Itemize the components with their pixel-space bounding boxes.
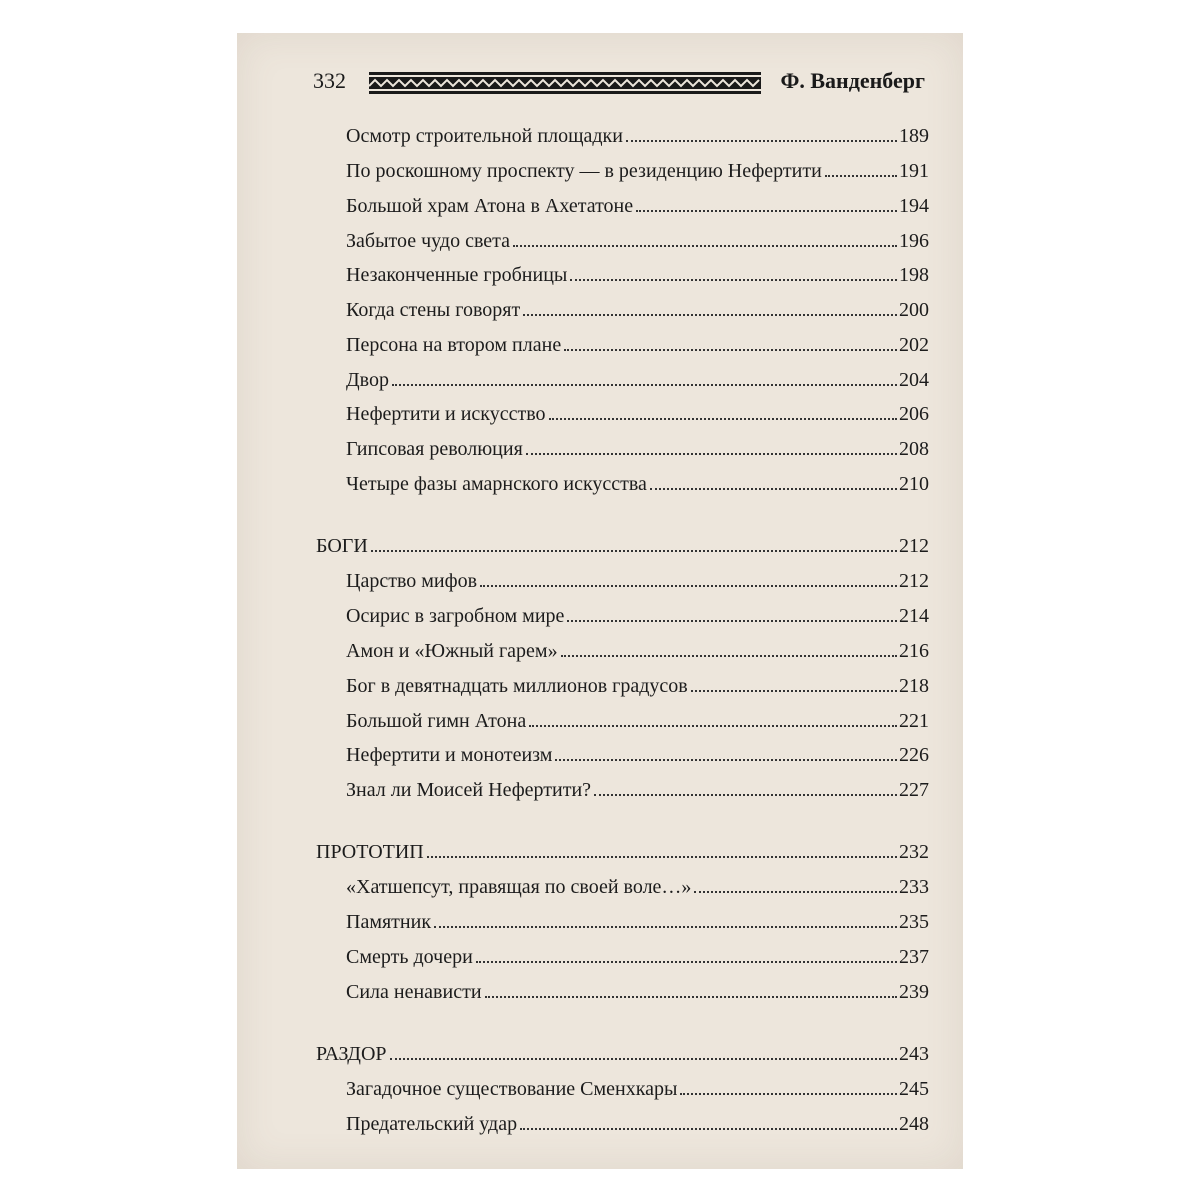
toc-entry-title: Персона на втором плане — [346, 334, 562, 356]
dot-leader — [427, 856, 897, 858]
toc-entry-title: Предательский удар — [346, 1113, 518, 1135]
toc-section-row — [316, 535, 929, 565]
toc-entry-row — [346, 946, 929, 976]
toc-entry-title: БОГИ — [316, 535, 368, 557]
toc-entry-row — [346, 473, 929, 503]
toc-entry-row — [346, 779, 929, 809]
toc-entry-title: Амон и «Южный гарем» — [346, 640, 558, 662]
toc-entry-title: Загадочное существование Сменхкары — [346, 1078, 678, 1100]
toc-entry-row — [346, 264, 929, 294]
toc-entry-page: 200 — [899, 299, 929, 321]
toc-entry-page: 194 — [899, 195, 929, 217]
toc-entry-page: 202 — [899, 334, 929, 356]
dot-leader — [650, 488, 897, 490]
toc-section-row — [316, 841, 929, 871]
toc-entry-title: Сила ненависти — [346, 981, 482, 1003]
dot-leader — [567, 620, 897, 622]
toc-entry-page: 210 — [899, 473, 929, 495]
toc-entry-row — [346, 710, 929, 740]
dot-leader — [570, 279, 897, 281]
toc-entry-page: 191 — [899, 160, 929, 182]
toc-entry-title: Когда стены говорят — [346, 299, 521, 321]
toc-entry-title: Четыре фазы амарнского искусства — [346, 473, 647, 495]
toc-entry-title: «Хатшепсут, правящая по своей воле…» — [346, 876, 692, 898]
toc-entry-row — [346, 911, 929, 941]
toc-section-row — [316, 1043, 929, 1073]
toc-entry-row — [346, 299, 929, 329]
toc-entry-page: 239 — [899, 981, 929, 1003]
toc-entry-row — [346, 195, 929, 225]
author-name: Ф. Ванденберг — [780, 68, 925, 93]
toc-entry-row — [346, 403, 929, 433]
toc-entry-row — [346, 369, 929, 399]
dot-leader — [825, 175, 897, 177]
toc-entry-row — [346, 230, 929, 260]
toc-entry-row — [346, 438, 929, 468]
toc-entry-page: 243 — [899, 1043, 929, 1065]
toc-entry-page: 248 — [899, 1113, 929, 1135]
toc-entry-title: Бог в девятнадцать миллионов градусов — [346, 675, 688, 697]
toc-entry-page: 218 — [899, 675, 929, 697]
toc-entry-title: Нефертити и искусство — [346, 403, 546, 425]
toc-entry-page: 216 — [899, 640, 929, 662]
dot-leader — [680, 1093, 897, 1095]
toc-entry-title: Нефертити и монотеизм — [346, 744, 553, 766]
dot-leader — [390, 1058, 897, 1060]
toc-entry-page: 204 — [899, 369, 929, 391]
toc-entry-title: По роскошному проспекту — в резиденцию Нефертити — [346, 160, 822, 182]
toc-entry-title: Двор — [346, 369, 389, 391]
dot-leader — [555, 759, 897, 761]
dot-leader — [480, 585, 897, 587]
toc-entry-page: 232 — [899, 841, 929, 863]
toc-entry-row — [346, 605, 929, 635]
toc-entry-page: 189 — [899, 125, 929, 147]
toc-entry-page: 245 — [899, 1078, 929, 1100]
toc-entry-title: Забытое чудо света — [346, 230, 511, 252]
toc-entry-title: Гипсовая революция — [346, 438, 523, 460]
dot-leader — [626, 140, 897, 142]
toc-entry-page: 235 — [899, 911, 929, 933]
dot-leader — [529, 725, 897, 727]
toc-entry-page: 196 — [899, 230, 929, 252]
toc-entry-page: 214 — [899, 605, 929, 627]
dot-leader — [513, 245, 897, 247]
toc-entry-page: 237 — [899, 946, 929, 968]
toc-entry-title: Осирис в загробном мире — [346, 605, 565, 627]
toc-entry-row — [346, 570, 929, 600]
dot-leader — [594, 794, 897, 796]
toc-entry-title: Царство мифов — [346, 570, 478, 592]
toc-entry-page: 227 — [899, 779, 929, 801]
toc-entry-page: 212 — [899, 570, 929, 592]
toc-entry-title: Большой гимн Атона — [346, 710, 527, 732]
toc-entry-page: 233 — [899, 876, 929, 898]
dot-leader — [371, 550, 897, 552]
toc-entry-row — [346, 640, 929, 670]
toc-entry-page: 206 — [899, 403, 929, 425]
toc-entry-title: Большой храм Атона в Ахетатоне — [346, 195, 634, 217]
toc-entry-row — [346, 125, 929, 155]
toc-entry-page: 212 — [899, 535, 929, 557]
dot-leader — [476, 961, 897, 963]
toc-entry-row — [346, 1078, 929, 1108]
dot-leader — [636, 210, 897, 212]
dot-leader — [485, 996, 897, 998]
dot-leader — [549, 418, 897, 420]
toc-entry-title: Смерть дочери — [346, 946, 473, 968]
toc-entry-page: 198 — [899, 264, 929, 286]
dot-leader — [523, 314, 897, 316]
dot-leader — [520, 1128, 897, 1130]
dot-leader — [694, 891, 897, 893]
toc-entry-row — [346, 744, 929, 774]
dot-leader — [691, 690, 897, 692]
dot-leader — [561, 655, 897, 657]
toc-entry-page: 226 — [899, 744, 929, 766]
toc-entry-row — [346, 876, 929, 906]
toc-entry-row — [346, 1113, 929, 1143]
dot-leader — [434, 926, 897, 928]
dot-leader — [526, 453, 897, 455]
toc-entry-title: Памятник — [346, 911, 432, 933]
dot-leader — [564, 349, 897, 351]
toc-entry-title: ПРОТОТИП — [316, 841, 424, 863]
toc-entry-title: Осмотр строительной площадки — [346, 125, 623, 147]
toc-entry-page: 208 — [899, 438, 929, 460]
page-number: 332 — [313, 68, 346, 93]
toc-entry-page: 221 — [899, 710, 929, 732]
toc-entry-row — [346, 334, 929, 364]
toc-entry-title: РАЗДОР — [316, 1043, 387, 1065]
dot-leader — [392, 384, 897, 386]
toc-entry-row — [346, 675, 929, 705]
toc-entry-row — [346, 981, 929, 1011]
toc-entry-row — [346, 160, 929, 190]
toc-entry-title: Незаконченные гробницы — [346, 264, 568, 286]
toc-entry-title: Знал ли Моисей Нефертити? — [346, 779, 592, 801]
